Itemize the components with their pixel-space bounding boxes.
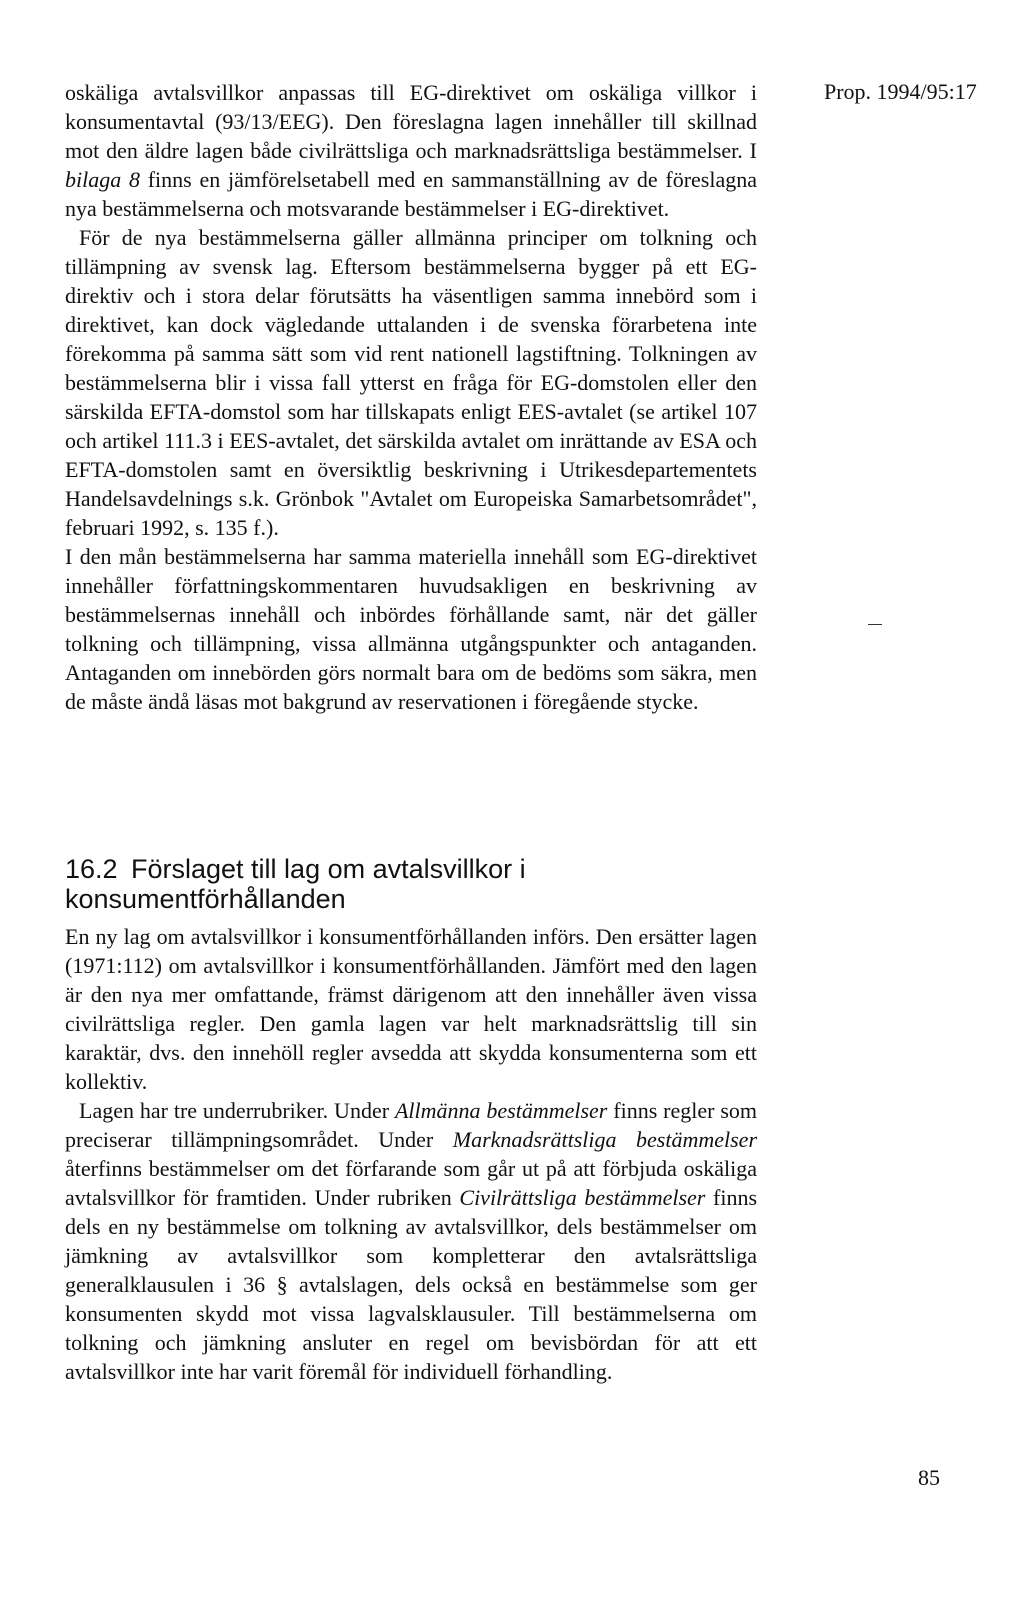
- paragraph-text: finns en jämförelsetabell med en sammanställning av de föreslagna nya bestämmelserna och motsvarande bestämmelser i EG-direktivet.: [65, 167, 758, 221]
- paragraph: En ny lag om avtalsvillkor i konsumentförhållanden införs. Den ersätter lagen (1971:112) om avtalsvillkor i konsumentförhållanden. Jämfört med den lagen är den nya mer omfattande, främst därigenom att den innehåller även vissa civilrättsliga regler. Den gamla lagen var helt marknadsrättslig till sin karaktär, dvs. den innehöll regler avsedda att skydda konsumenterna som ett kollektiv.: [65, 924, 757, 1094]
- italic-term: Civilrättsliga bestämmelser: [459, 1185, 706, 1210]
- paragraph-text: Lagen har tre underrubriker. Under: [79, 1098, 390, 1123]
- paragraph: För de nya bestämmelserna gäller allmänna principer om tolkning och tillämpning av svensk lag. Eftersom bestämmelserna bygger på ett EG-direktiv och i stora delar förutsätts ha väsentligen samma innebörd som i direktivet, kan dock vägledande uttalanden i de svenska förarbetena inte förekomma på samma sätt som vid rent nationell lagstiftning. Tolkningen av bestämmelserna blir i vissa fall ytterst en fråga för EG-domstolen eller den särskilda EFTA-domstol som har tillskapats enligt EES-avtalet (se artikel 107 och artikel 111.3 i EES-avtalet, det särskilda avtalet om inrättande av ESA och EFTA-domstolen samt en översiktlig beskrivning i Utrikesdepartementets Handelsavdelnings s.k. Grönbok "Avtalet om Europeiska Samarbetsområdet", februari 1992, s. 135 f.).: [65, 225, 757, 540]
- italic-term: Marknadsrättsliga bestämmelser: [452, 1127, 758, 1152]
- section-heading: [65, 854, 765, 914]
- paragraph: I den mån bestämmelserna har samma materiella innehåll som EG-direktivet innehåller författningskommentaren huvudsakligen en beskrivning av bestämmelsernas innehåll och inbördes förhållande samt, när det gäller tolkning och tillämpning, vissa allmänna utgångspunkter och antaganden. Antaganden om innebörden görs normalt bara om de bedöms som säkra, men de måste ändå läsas mot bakgrund av reservationen i föregående stycke.: [65, 544, 757, 714]
- running-head: Prop. 1994/95:17: [824, 79, 977, 104]
- italic-reference: bilaga 8: [65, 167, 140, 192]
- bottom-text-block: [65, 922, 757, 1386]
- paragraph-text: oskäliga avtalsvillkor anpassas till EG-direktivet om oskäliga villkor i konsumentavtal (93/13/EEG). Den föreslagna lagen innehåller till skillnad mot den äldre lagen både civilrättsliga och marknadsrättsliga bestämmelser. I: [65, 80, 757, 163]
- paragraph-text: finns dels en ny bestämmelse om tolkning av avtalsvillkor, dels bestämmelser om jämkning av avtalsvillkor som kompletterar den avtalsrättsliga generalklausulen i 36 § avtalslagen, dels också en bestämmelse som ger konsumenten skydd mot vissa lagvalsklausuler. Till bestämmelserna om tolkning och jämkning ansluter en regel om bevisbördan för att ett avtalsvillkor inte har varit föremål för individuell förhandling.: [65, 1185, 758, 1384]
- italic-term: Allmänna bestämmelser: [394, 1098, 608, 1123]
- top-text-block: [65, 78, 757, 716]
- paragraph: [65, 78, 757, 223]
- section-number: 16.2: [65, 854, 118, 884]
- paragraph: [65, 1096, 757, 1386]
- paragraph-text: återfinns bestämmelser om det förfarande som går ut på att förbjuda oskäliga avtalsvillkor för framtiden. Under rubriken: [65, 1156, 757, 1210]
- section-title: Förslaget till lag om avtalsvillkor i konsumentförhållanden: [65, 854, 526, 914]
- margin-mark: [868, 624, 882, 625]
- paragraph-text: finns regler som preciserar tillämpningsområdet. Under: [65, 1098, 757, 1152]
- page-number: 85: [918, 1465, 940, 1490]
